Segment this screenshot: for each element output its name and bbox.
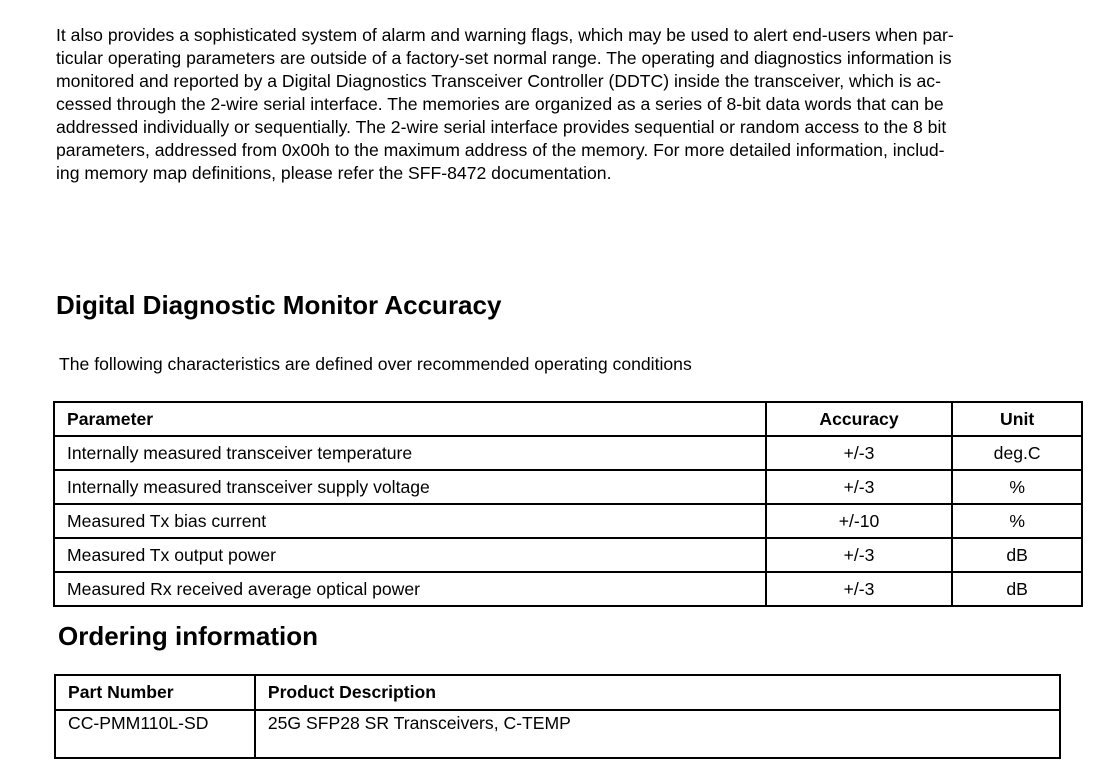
table-row xyxy=(54,504,1082,538)
intro-line: addressed individually or sequentially. The 2-wire serial interface provides sequential or random access to the 8 bit xyxy=(56,117,947,137)
accuracy-note: The following characteristics are defined over recommended operating conditions xyxy=(59,354,692,374)
cell-unit: deg.C xyxy=(952,436,1082,470)
cell-accuracy: +/-10 xyxy=(766,504,953,538)
header-part-number: Part Number xyxy=(55,675,255,710)
intro-line: ing memory map definitions, please refer the SFF-8472 documentation. xyxy=(56,163,612,183)
cell-unit: dB xyxy=(952,538,1082,572)
cell-unit: % xyxy=(952,470,1082,504)
header-accuracy: Accuracy xyxy=(766,402,953,436)
cell-unit: dB xyxy=(952,572,1082,606)
header-product-description: Product Description xyxy=(255,675,1060,710)
cell-parameter: Measured Tx output power xyxy=(54,538,766,572)
table-row xyxy=(54,470,1082,504)
intro-line: parameters, addressed from 0x00h to the maximum address of the memory. For more detailed information, includ- xyxy=(56,140,945,160)
ordering-heading: Ordering information xyxy=(58,621,318,651)
intro-line: cessed through the 2-wire serial interface. The memories are organized as a series of 8-bit data words that can be xyxy=(56,94,944,114)
table-row xyxy=(54,436,1082,470)
intro-line: monitored and reported by a Digital Diagnostics Transceiver Controller (DDTC) inside the transceiver, which is ac- xyxy=(56,71,941,91)
accuracy-heading: Digital Diagnostic Monitor Accuracy xyxy=(56,290,502,320)
header-parameter: Parameter xyxy=(54,402,766,436)
cell-accuracy: +/-3 xyxy=(766,470,953,504)
cell-accuracy: +/-3 xyxy=(766,436,953,470)
intro-paragraph xyxy=(56,24,1076,185)
ordering-table xyxy=(54,674,1061,759)
table-row xyxy=(55,710,1060,758)
header-unit: Unit xyxy=(952,402,1082,436)
table-row xyxy=(54,538,1082,572)
cell-unit: % xyxy=(952,504,1082,538)
table-row xyxy=(54,572,1082,606)
table-header-row xyxy=(54,402,1082,436)
intro-line: ticular operating parameters are outside of a factory-set normal range. The operating and diagnostics information is xyxy=(56,48,952,68)
cell-part-number: CC-PMM110L-SD xyxy=(55,710,255,758)
cell-parameter: Internally measured transceiver supply voltage xyxy=(54,470,766,504)
table-header-row xyxy=(55,675,1060,710)
intro-line: It also provides a sophisticated system of alarm and warning flags, which may be used to alert end-users when par- xyxy=(56,25,954,45)
cell-accuracy: +/-3 xyxy=(766,538,953,572)
cell-parameter: Internally measured transceiver temperature xyxy=(54,436,766,470)
cell-accuracy: +/-3 xyxy=(766,572,953,606)
cell-parameter: Measured Rx received average optical power xyxy=(54,572,766,606)
cell-parameter: Measured Tx bias current xyxy=(54,504,766,538)
accuracy-table xyxy=(53,401,1083,607)
cell-product-description: 25G SFP28 SR Transceivers, C-TEMP xyxy=(255,710,1060,758)
